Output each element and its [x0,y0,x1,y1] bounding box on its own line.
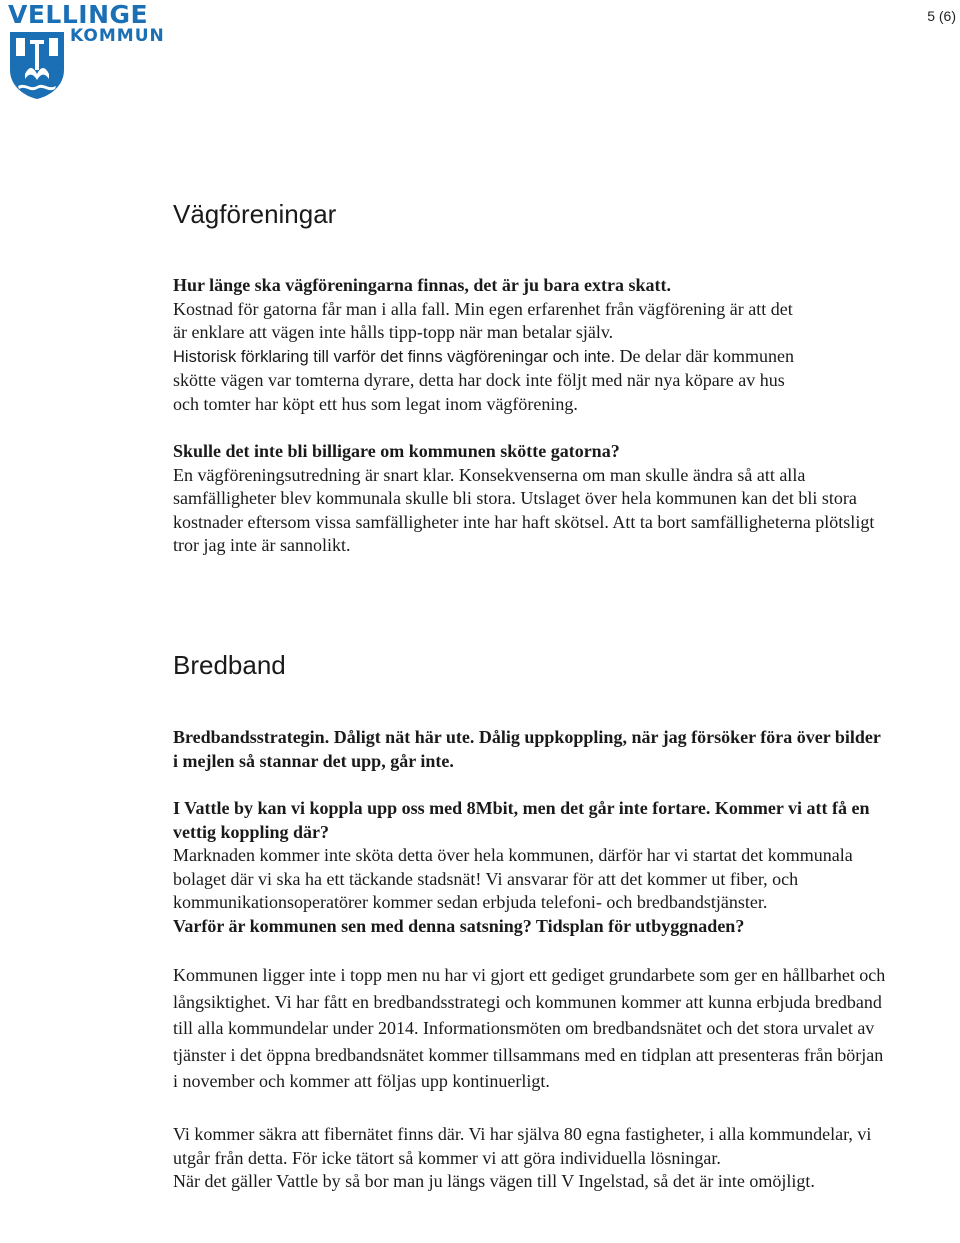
section-bredband-qa2 [173,797,888,938]
question-vattle-8mbit: I Vattle by kan vi koppla upp oss med 8Mbit, men det går inte fortare. Kommer vi att få en vettig koppling där? [173,798,870,842]
answer-line: Kostnad för gatorna får man i alla fall. Min egen erfarenhet från vägförening är att det [173,298,793,319]
question-tidsplan: Varför är kommunen sen med denna satsning? Tidsplan för utbyggnaden? [173,915,745,936]
heading-bredband: Bredband [173,650,286,680]
answer-fragment-serif: De delar där kommunen [615,345,794,366]
section-bredband-q1 [173,726,888,773]
answer-vattle-by: När det gäller Vattle by så bor man ju längs vägen till V Ingelstad, så det är inte omöjligt. [173,1171,815,1191]
heading-vagforeningar: Vägföreningar [173,199,337,229]
answer-line: och tomter har köpt ett hus som legat inom vägförening. [173,393,578,414]
logo-word-vellinge: VELLINGE [8,0,149,29]
question-bredbandsstrategin: Bredbandsstrategin. Dåligt nät här ute. Dålig uppkoppling, när jag försöker föra över bilder i mejlen så stannar det upp, går inte. [173,727,881,771]
logo-word-kommun: KOMMUN [70,26,165,46]
answer-tidsplan: Kommunen ligger inte i topp men nu har vi gjort ett gediget grundarbete som ger en hållbarhet och långsiktighet. Vi har fått en bredbandsstrategi och kommunen kommer att kunna erbjuda bredband till alla kommundelar under 2014. Informationsmöten om bredbandsnätet och det stora urvalet av tjänster i det öppna bredbandsnätet kommer tillsammans med en tidplan att presenteras från början i november och kommer att följas upp kontinuerligt. [173,965,886,1091]
answer-stadsnat: Marknaden kommer inte sköta detta över hela kommunen, därför har vi startat det kommunala bolaget där vi ska ha ett täckande stadsnät! Vi ansvarar för att det kommer ut fiber, och kommunikationsoperatörer kommer sedan erbjuda telefoni- och bredbandstjänster. [173,845,853,912]
vellinge-kommun-logo [8,2,168,100]
answer-fibernat: Vi kommer säkra att fibernätet finns där. Vi har själva 80 egna fastigheter, i alla kommundelar, vi utgår från detta. För icke tätort så kommer vi att göra individuella lösningar. [173,1124,872,1168]
answer-fragment-sans: Historisk förklaring till varför det finns vägföreningar och inte. [173,347,616,366]
question-vagforeningar-skatt: Hur länge ska vägföreningarna finnas, det är ju bara extra skatt. [173,275,672,295]
question-billigare-gator: Skulle det inte bli billigare om kommunen skötte gatorna? [173,441,620,461]
section-vagforeningar-qa1 [173,274,888,416]
vellinge-coat-of-arms-icon [8,30,66,100]
answer-vagforeningsutredning: En vägföreningsutredning är snart klar. Konsekvenserna om man skulle ändra så att alla samfälligheter blev kommunala skulle bli stora. Utslaget över hela kommunen kan det bli stora kostnader eftersom vissa samfälligheter inte har haft skötsel. Att ta bort samfälligheterna plötsligt tror jag inte är sannolikt. [173,464,875,555]
answer-line: är enklare att vägen inte hålls tipp-topp när man betalar själv. [173,322,614,342]
section-bredband-a4 [173,1123,888,1194]
answer-line: skötte vägen var tomterna dyrare, detta har dock inte följt med när nya köpare av hus [173,370,785,390]
section-vagforeningar-qa2 [173,440,888,558]
section-bredband-a3 [173,962,888,1095]
page-number: 5 (6) [927,8,956,24]
answer-line [173,345,888,370]
